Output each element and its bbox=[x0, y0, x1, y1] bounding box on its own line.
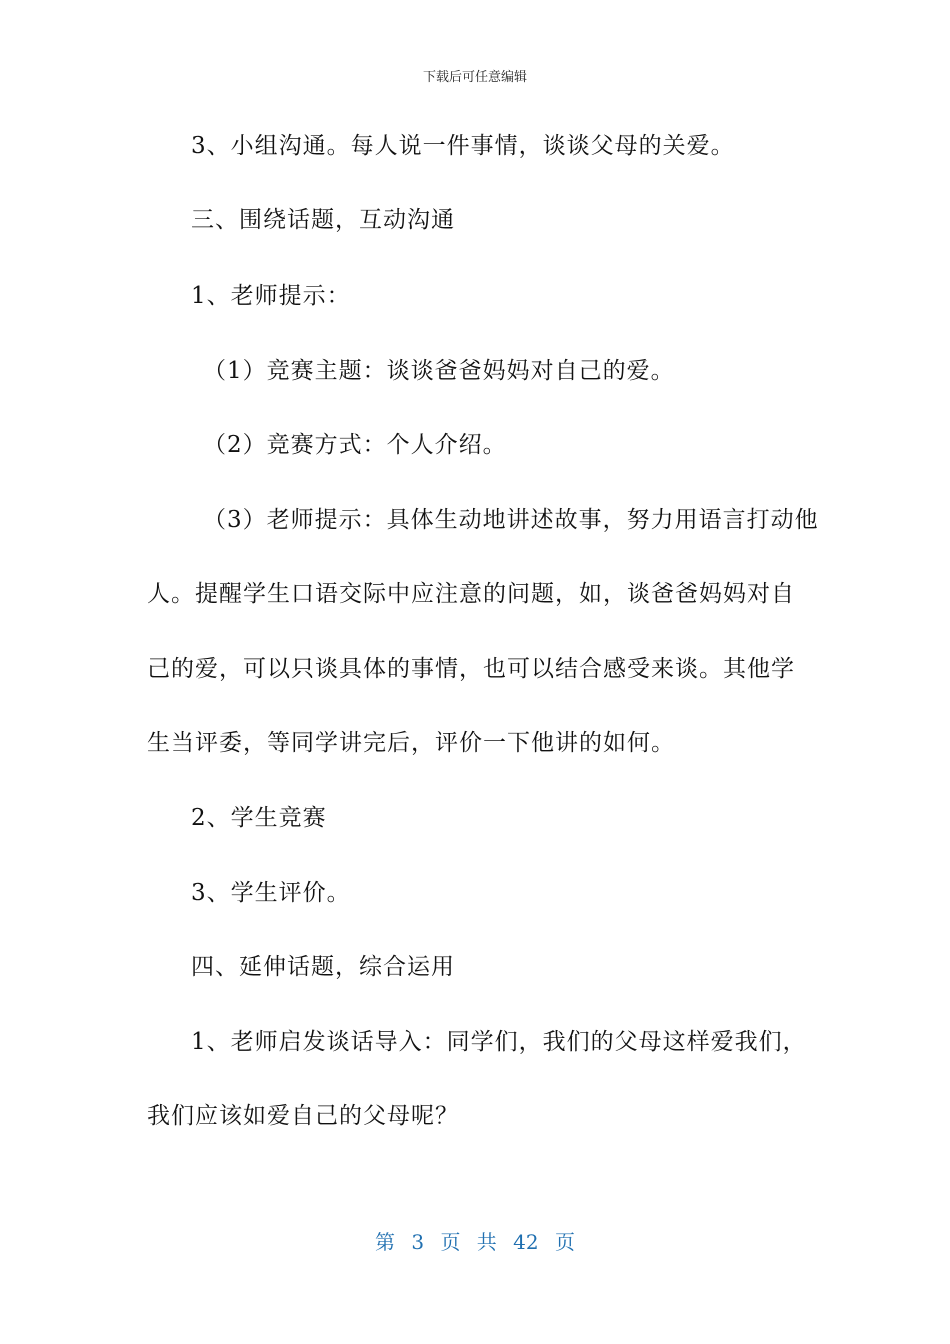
section-heading: 四、延伸话题，综合运用 bbox=[191, 954, 455, 980]
paragraph-line: （3）老师提示：具体生动地讲述故事，努力用语言打动他 bbox=[203, 507, 819, 533]
paragraph-line: 人。提醒学生口语交际中应注意的问题，如，谈爸爸妈妈对自 bbox=[147, 581, 795, 607]
paragraph-line: 我们应该如爱自己的父母呢？ bbox=[147, 1103, 459, 1129]
paragraph-line: 1、老师提示： bbox=[191, 283, 351, 309]
section-heading: 三、围绕话题，互动沟通 bbox=[191, 207, 455, 233]
page-number-footer: 第 3 页 共 42 页 bbox=[375, 1230, 575, 1254]
paragraph-line: 3、学生评价。 bbox=[191, 880, 351, 906]
paragraph-line: 1、老师启发谈话导入：同学们，我们的父母这样爱我们， bbox=[191, 1029, 807, 1055]
page-header-note: 下载后可任意编辑 bbox=[422, 70, 527, 85]
paragraph-line: 己的爱，可以只谈具体的事情，也可以结合感受来谈。其他学 bbox=[147, 656, 795, 682]
paragraph-line: 生当评委，等同学讲完后，评价一下他讲的如何。 bbox=[147, 730, 675, 756]
paragraph-line: 2、学生竞赛 bbox=[191, 805, 327, 831]
paragraph-line: （2）竞赛方式：个人介绍。 bbox=[203, 432, 507, 458]
paragraph-line: 3、小组沟通。每人说一件事情，谈谈父母的关爱。 bbox=[191, 133, 735, 159]
paragraph-line: （1）竞赛主题：谈谈爸爸妈妈对自己的爱。 bbox=[203, 358, 675, 384]
